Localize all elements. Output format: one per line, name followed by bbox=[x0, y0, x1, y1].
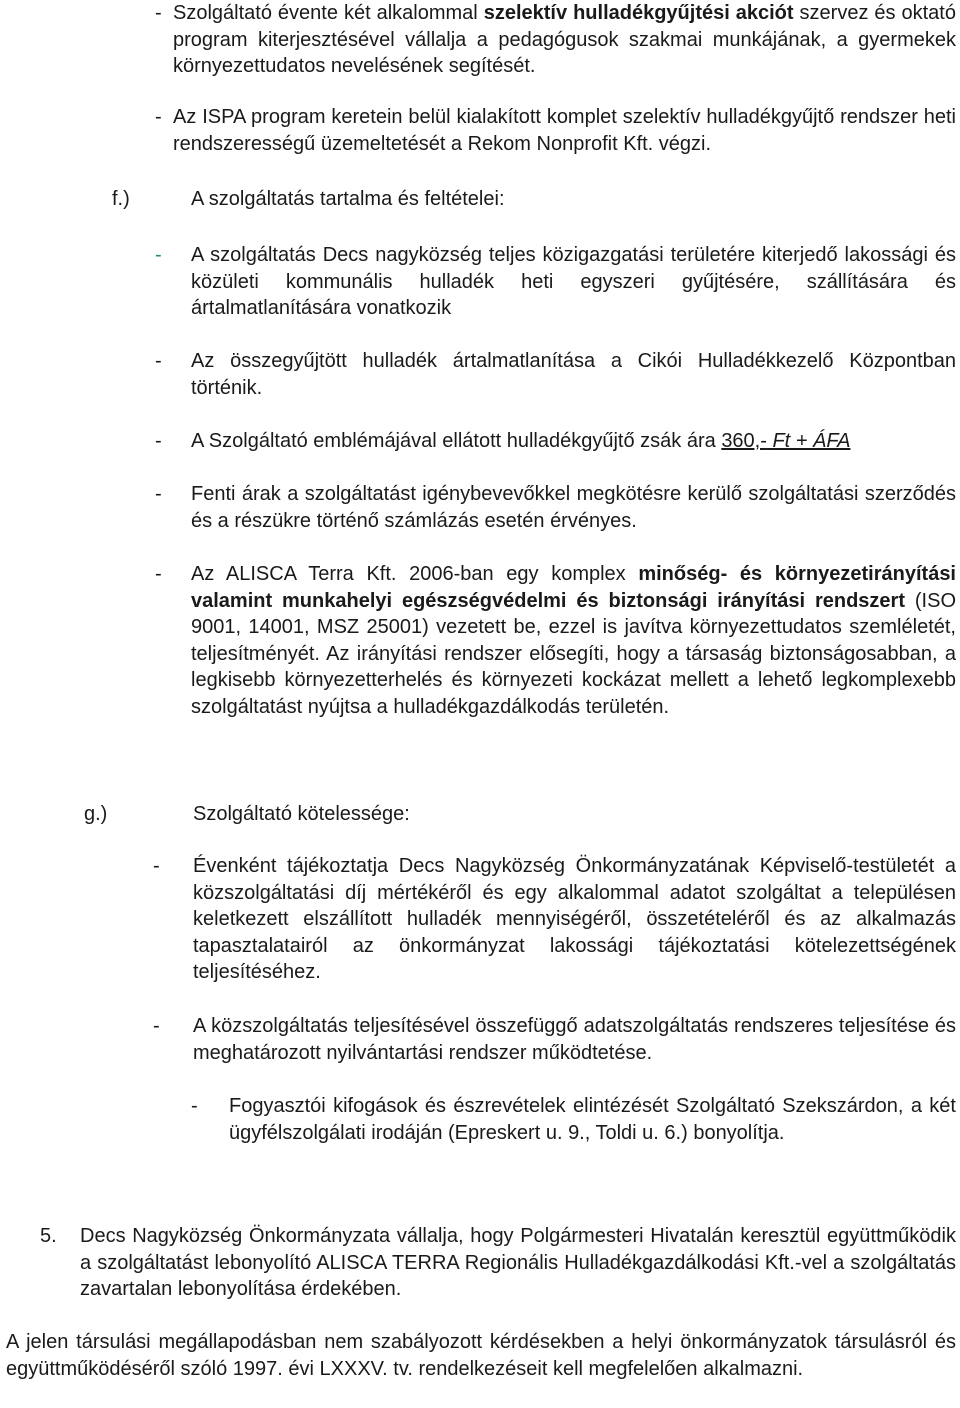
bold-phrase: minőség- és környezetirányítási valamint munkahelyi egészségvédelmi és biztonsági irányítási rendszert bbox=[191, 563, 956, 612]
price-value: 360,- Ft + ÁFA bbox=[721, 430, 851, 452]
paragraph-municipality-cooperation: Decs Nagyközség Önkormányzata vállalja, hogy Polgármesteri Hivatalán keresztül együttműködik a szolgáltatást lebonyolító ALISCA TERRA Regionális Hulladékgazdálkodási Kft.-vel a szolgáltatás zavartalan lebonyolítása érdekében. bbox=[80, 1225, 956, 1300]
list-marker: - bbox=[153, 1015, 160, 1037]
paragraph-consumer-complaints: Fogyasztói kifogások és észrevételek elintézését Szolgáltató Szekszárdon, a két ügyfélszolgálati irodáján (Epreskert u. 9., Toldi u. 6.) bonyolítja. bbox=[229, 1095, 956, 1144]
paragraph-closing: A jelen társulási megállapodásban nem szabályozott kérdésekben a helyi önkormányzatok társulásról és együttműködéséről szóló 1997. évi LXXXV. tv. rendelkezéseit kell megfelelően alkalmazni. bbox=[6, 1331, 956, 1380]
section-heading-g: Szolgáltató kötelessége: bbox=[193, 803, 410, 825]
list-marker: - bbox=[155, 350, 162, 372]
section-heading-f: A szolgáltatás tartalma és feltételei: bbox=[191, 188, 505, 210]
paragraph-disposal-center: Az összegyűjtött hulladék ártalmatlanítása a Cikói Hulladékkezelő Központban történik. bbox=[191, 350, 956, 399]
paragraph-prices-validity: Fenti árak a szolgáltatást igénybevevőkkel megkötésre kerülő szolgáltatási szerződés és a részükre történő számlázás esetén érvényes. bbox=[191, 483, 956, 532]
bold-phrase: szelektív hulladékgyűjtési akciót bbox=[483, 2, 794, 24]
list-marker: - bbox=[155, 244, 162, 266]
list-marker: - bbox=[155, 2, 162, 24]
list-marker: - bbox=[155, 106, 162, 128]
item-number-5: 5. bbox=[40, 1225, 57, 1247]
paragraph-selective-collection: Szolgáltató évente két alkalommal szelektív hulladékgyűjtési akciót szervez és oktató program kiterjesztésével vállalja a pedagógusok szakmai munkájának, a gyermekek környezettudatos nevelésének segítését. bbox=[173, 2, 956, 77]
paragraph-annual-report: Évenként tájékoztatja Decs Nagyközség Önkormányzatának Képviselő-testületét a közszolgáltatási díj mértékéről és egy alkalommal adatot szolgáltat a településen keletkezett elszállított hulladék mennyiségéről, összetételéről és az alkalmazás tapasztalatairól az önkormányzat lakossági tájékoztatási kötelezettségének teljesítéséhez. bbox=[193, 855, 956, 983]
paragraph-data-reporting: A közszolgáltatás teljesítésével összefüggő adatszolgáltatás rendszeres teljesítése és meghatározott nyilvántartási rendszer működtetése. bbox=[193, 1015, 956, 1064]
list-marker: - bbox=[155, 563, 162, 585]
paragraph-ispa-program: Az ISPA program keretein belül kialakított komplet szelektív hulladékgyűjtő rendszer heti rendszerességű üzemeltetését a Rekom Nonprofit Kft. végzi. bbox=[173, 106, 956, 155]
list-marker: - bbox=[191, 1095, 198, 1117]
list-marker: - bbox=[153, 855, 160, 877]
list-marker: - bbox=[155, 430, 162, 452]
paragraph-alisca-management-system: Az ALISCA Terra Kft. 2006-ban egy komplex minőség- és környezetirányítási valamint munkahelyi egészségvédelmi és biztonsági irányítási rendszert (ISO 9001, 14001, MSZ 25001) vezetett be, ezzel is javítva környezettudatos szemléletét, teljesítményét. Az irányítási rendszer elősegíti, hogy a társaság biztonságosabban, a legkisebb környezetterhelés és környezeti kockázat mellett a lehető legkomplexebb szolgáltatást nyújtsa a hulladékgazdálkodás területén. bbox=[191, 563, 956, 718]
section-label-g: g.) bbox=[84, 803, 108, 825]
section-label-f: f.) bbox=[112, 188, 130, 210]
paragraph-service-scope: A szolgáltatás Decs nagyközség teljes közigazgatási területére kiterjedő lakossági és közületi kommunális hulladék heti egyszeri gyűjtésére, szállítására és ártalmatlanítására vonatkozik bbox=[191, 244, 956, 319]
list-marker: - bbox=[155, 483, 162, 505]
paragraph-bag-price: A Szolgáltató emblémájával ellátott hulladékgyűjtő zsák ára 360,- Ft + ÁFA bbox=[191, 430, 851, 452]
